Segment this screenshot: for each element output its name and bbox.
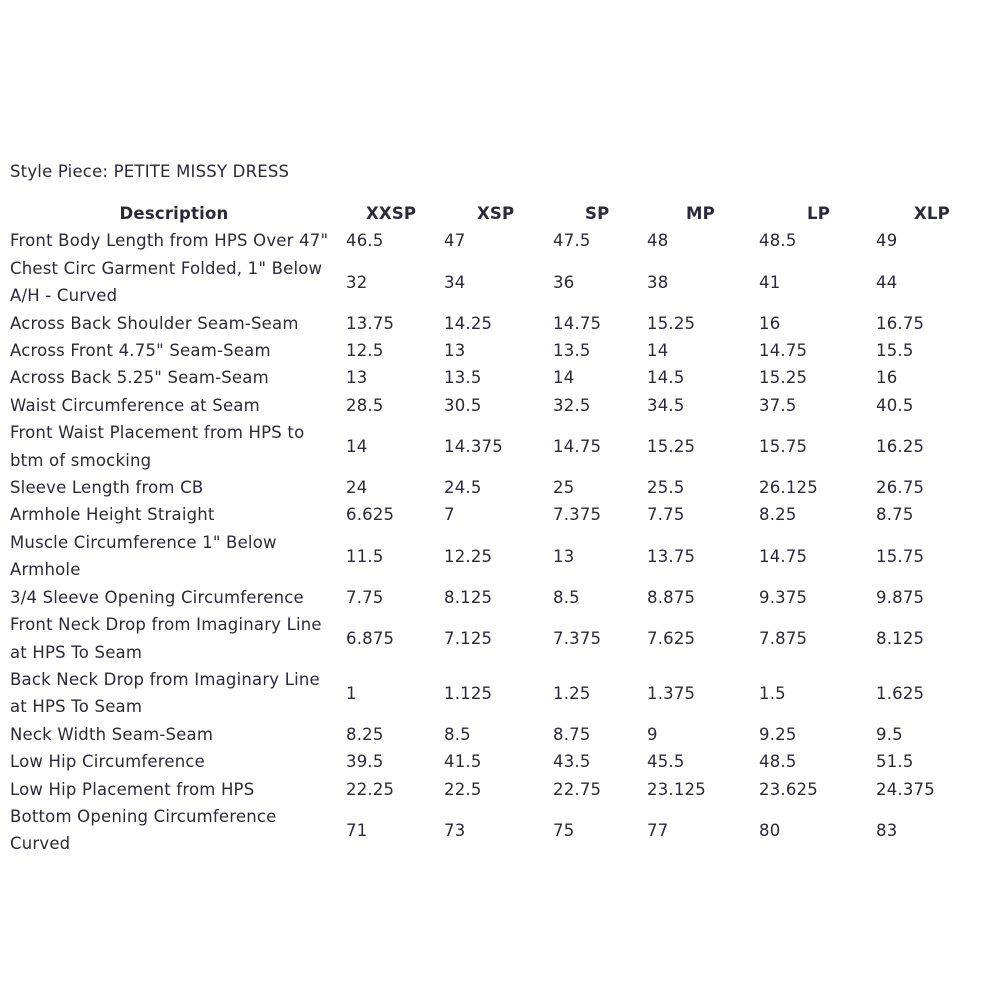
cell-xxsp: 46.5 xyxy=(346,231,384,251)
cell-xsp: 22.5 xyxy=(444,779,482,799)
cell-lp: 9.375 xyxy=(759,587,808,607)
row-description: Low Hip Placement from HPS xyxy=(10,779,255,799)
table-row xyxy=(6,364,986,391)
cell-lp: 26.125 xyxy=(759,478,818,498)
cell-lp: 9.25 xyxy=(759,724,797,744)
table-row xyxy=(6,337,986,364)
table-row xyxy=(6,474,986,501)
cell-xxsp: 71 xyxy=(346,820,368,840)
cell-xsp: 13.5 xyxy=(444,368,482,388)
cell-sp: 7.375 xyxy=(553,505,602,525)
cell-lp: 23.625 xyxy=(759,779,818,799)
header-size-xxsp: XXSP xyxy=(366,204,417,223)
cell-xxsp: 13 xyxy=(346,368,368,388)
cell-lp: 37.5 xyxy=(759,395,797,415)
cell-lp: 1.5 xyxy=(759,683,786,703)
cell-xsp: 12.25 xyxy=(444,546,493,566)
cell-mp: 23.125 xyxy=(647,779,706,799)
cell-xxsp: 12.5 xyxy=(346,341,384,361)
table-row xyxy=(6,666,986,721)
header-size-xlp: XLP xyxy=(914,204,950,223)
cell-mp: 8.875 xyxy=(647,587,696,607)
cell-xsp: 34 xyxy=(444,272,466,292)
cell-xlp: 8.125 xyxy=(876,628,925,648)
row-description: Bottom Opening Circumference Curved xyxy=(10,806,277,854)
cell-lp: 8.25 xyxy=(759,505,797,525)
cell-xxsp: 6.625 xyxy=(346,505,395,525)
cell-xxsp: 13.75 xyxy=(346,313,395,333)
cell-mp: 14.5 xyxy=(647,368,685,388)
cell-xlp: 40.5 xyxy=(876,395,914,415)
row-description: Across Front 4.75" Seam-Seam xyxy=(10,341,271,361)
cell-lp: 41 xyxy=(759,272,781,292)
header-row xyxy=(6,200,986,227)
cell-xxsp: 39.5 xyxy=(346,752,384,772)
cell-xsp: 24.5 xyxy=(444,478,482,498)
cell-xsp: 1.125 xyxy=(444,683,493,703)
header-size-mp: MP xyxy=(686,204,715,223)
table-row xyxy=(6,255,986,310)
header-size-xsp: XSP xyxy=(477,204,515,223)
cell-lp: 48.5 xyxy=(759,231,797,251)
cell-mp: 14 xyxy=(647,341,669,361)
size-spec-table xyxy=(6,200,986,858)
row-description: Neck Width Seam-Seam xyxy=(10,724,214,744)
cell-xsp: 8.5 xyxy=(444,724,471,744)
cell-sp: 75 xyxy=(553,820,575,840)
cell-sp: 8.75 xyxy=(553,724,591,744)
cell-sp: 25 xyxy=(553,478,575,498)
cell-xxsp: 7.75 xyxy=(346,587,384,607)
row-description: Waist Circumference at Seam xyxy=(10,395,260,415)
table-row xyxy=(6,748,986,775)
table-row xyxy=(6,776,986,803)
cell-mp: 9 xyxy=(647,724,658,744)
cell-xxsp: 6.875 xyxy=(346,628,395,648)
cell-mp: 77 xyxy=(647,820,669,840)
cell-xlp: 44 xyxy=(876,272,898,292)
cell-xlp: 51.5 xyxy=(876,752,914,772)
header-size-sp: SP xyxy=(585,204,610,223)
cell-mp: 13.75 xyxy=(647,546,696,566)
table-row xyxy=(6,227,986,254)
style-piece-title: Style Piece: PETITE MISSY DRESS xyxy=(10,162,290,181)
cell-mp: 1.375 xyxy=(647,683,696,703)
cell-mp: 7.75 xyxy=(647,505,685,525)
cell-sp: 13 xyxy=(553,546,575,566)
table-row xyxy=(6,529,986,584)
row-description: Front Body Length from HPS Over 47" xyxy=(10,231,329,251)
cell-xsp: 7 xyxy=(444,505,455,525)
cell-lp: 48.5 xyxy=(759,752,797,772)
cell-xlp: 26.75 xyxy=(876,478,925,498)
cell-mp: 34.5 xyxy=(647,395,685,415)
cell-xxsp: 14 xyxy=(346,436,368,456)
cell-mp: 48 xyxy=(647,231,669,251)
cell-mp: 45.5 xyxy=(647,752,685,772)
cell-xxsp: 28.5 xyxy=(346,395,384,415)
cell-xsp: 73 xyxy=(444,820,466,840)
header-description: Description xyxy=(119,204,229,223)
table-body xyxy=(6,227,986,857)
cell-xlp: 24.375 xyxy=(876,779,935,799)
cell-xxsp: 32 xyxy=(346,272,368,292)
row-description: Chest Circ Garment Folded, 1" Below A/H - Curved xyxy=(10,258,323,306)
row-description: Muscle Circumference 1" Below Armhole xyxy=(10,532,277,580)
row-description: Across Back 5.25" Seam-Seam xyxy=(10,368,269,388)
cell-lp: 16 xyxy=(759,313,781,333)
cell-xlp: 9.875 xyxy=(876,587,925,607)
cell-xlp: 16.75 xyxy=(876,313,925,333)
cell-xlp: 16.25 xyxy=(876,436,925,456)
table-row xyxy=(6,419,986,474)
cell-xxsp: 11.5 xyxy=(346,546,384,566)
cell-mp: 15.25 xyxy=(647,436,696,456)
cell-lp: 14.75 xyxy=(759,546,808,566)
cell-xsp: 13 xyxy=(444,341,466,361)
cell-xsp: 8.125 xyxy=(444,587,493,607)
cell-xxsp: 1 xyxy=(346,683,357,703)
cell-sp: 7.375 xyxy=(553,628,602,648)
cell-lp: 15.75 xyxy=(759,436,808,456)
cell-xsp: 14.375 xyxy=(444,436,503,456)
table-row xyxy=(6,721,986,748)
table-row xyxy=(6,584,986,611)
table-row xyxy=(6,803,986,858)
cell-sp: 13.5 xyxy=(553,341,591,361)
row-description: Back Neck Drop from Imaginary Line at HPS To Seam xyxy=(10,669,320,717)
cell-xlp: 8.75 xyxy=(876,505,914,525)
cell-xlp: 15.5 xyxy=(876,341,914,361)
row-description: Front Waist Placement from HPS to btm of smocking xyxy=(10,423,305,470)
cell-xxsp: 8.25 xyxy=(346,724,384,744)
cell-sp: 47.5 xyxy=(553,231,591,251)
cell-sp: 14 xyxy=(553,368,575,388)
cell-sp: 14.75 xyxy=(553,313,602,333)
cell-sp: 1.25 xyxy=(553,683,591,703)
cell-mp: 25.5 xyxy=(647,478,685,498)
table-row xyxy=(6,392,986,419)
cell-xsp: 41.5 xyxy=(444,752,482,772)
cell-xxsp: 22.25 xyxy=(346,779,395,799)
cell-xxsp: 24 xyxy=(346,478,368,498)
cell-lp: 14.75 xyxy=(759,341,808,361)
row-description: Low Hip Circumference xyxy=(10,752,205,772)
row-description: Armhole Height Straight xyxy=(10,505,215,525)
cell-xlp: 16 xyxy=(876,368,898,388)
cell-sp: 22.75 xyxy=(553,779,602,799)
row-description: 3/4 Sleeve Opening Circumference xyxy=(10,587,304,607)
cell-sp: 36 xyxy=(553,272,575,292)
cell-sp: 14.75 xyxy=(553,436,602,456)
row-description: Sleeve Length from CB xyxy=(10,478,204,498)
header-size-lp: LP xyxy=(807,204,831,223)
table-row xyxy=(6,611,986,666)
cell-mp: 38 xyxy=(647,272,669,292)
cell-lp: 15.25 xyxy=(759,368,808,388)
cell-xsp: 7.125 xyxy=(444,628,493,648)
cell-lp: 80 xyxy=(759,820,781,840)
table-row xyxy=(6,501,986,528)
cell-xlp: 15.75 xyxy=(876,546,925,566)
row-description: Across Back Shoulder Seam-Seam xyxy=(10,313,299,333)
cell-sp: 8.5 xyxy=(553,587,580,607)
cell-mp: 7.625 xyxy=(647,628,696,648)
cell-sp: 43.5 xyxy=(553,752,591,772)
table-header xyxy=(6,200,986,227)
cell-xlp: 49 xyxy=(876,231,898,251)
cell-xlp: 9.5 xyxy=(876,724,903,744)
cell-xsp: 30.5 xyxy=(444,395,482,415)
cell-lp: 7.875 xyxy=(759,628,808,648)
cell-sp: 32.5 xyxy=(553,395,591,415)
cell-xsp: 14.25 xyxy=(444,313,493,333)
cell-xlp: 83 xyxy=(876,820,898,840)
cell-xlp: 1.625 xyxy=(876,683,925,703)
cell-xsp: 47 xyxy=(444,231,466,251)
cell-mp: 15.25 xyxy=(647,313,696,333)
table-row xyxy=(6,310,986,337)
row-description: Front Neck Drop from Imaginary Line at HPS To Seam xyxy=(10,615,322,662)
